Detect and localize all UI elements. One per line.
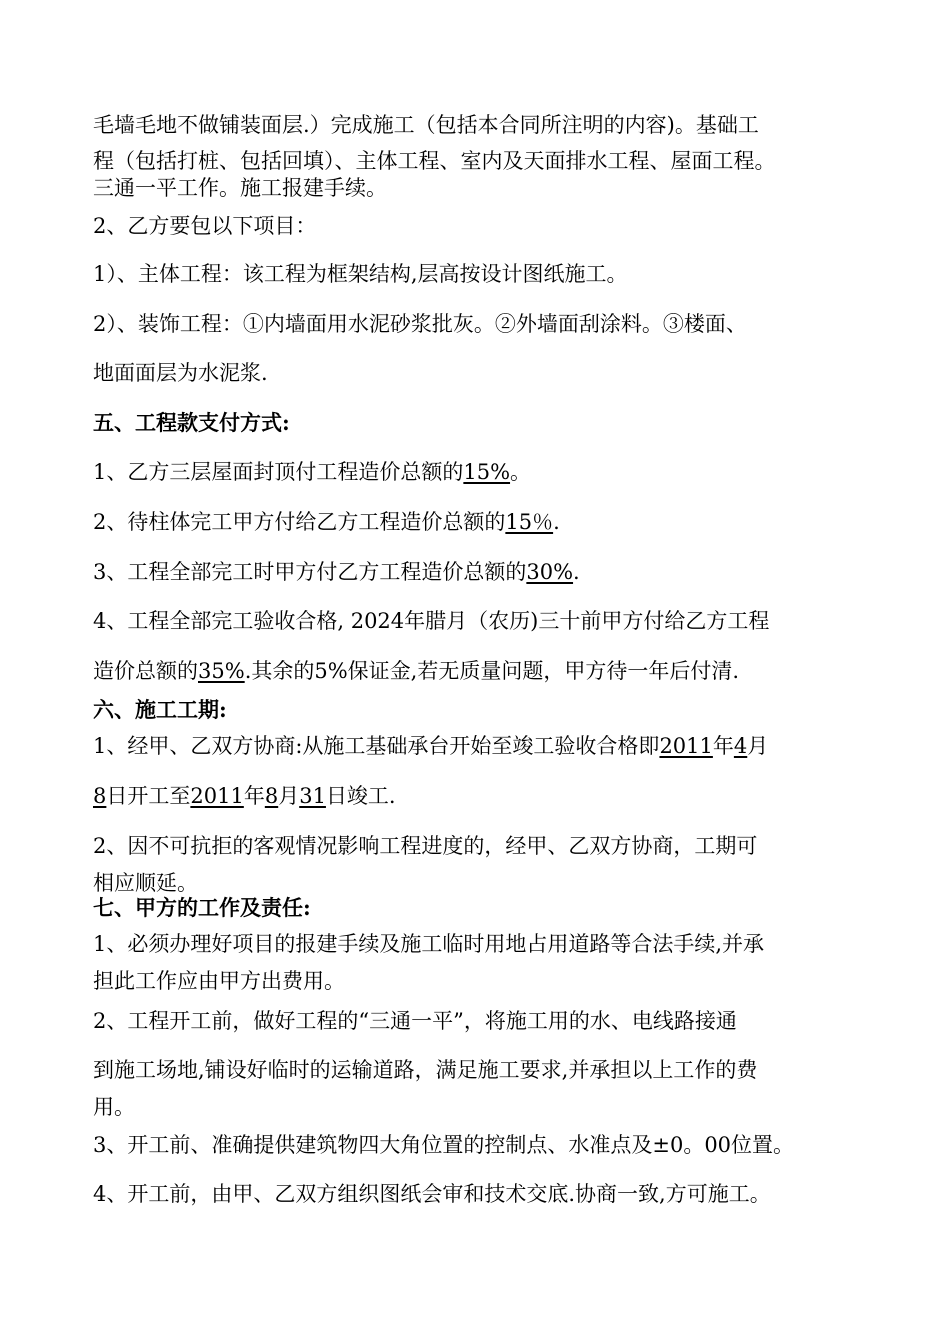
- item-text: 年: [243, 784, 265, 808]
- list-item: 用。: [93, 1095, 135, 1119]
- paragraph-line: 2、乙方要包以下项目：: [93, 214, 317, 238]
- underlined-value: 15％: [505, 510, 554, 534]
- list-item: 2、因不可抗拒的客观情况影响工程进度的，经甲、乙双方协商，工期可: [93, 834, 758, 858]
- paragraph-line: 1）、主体工程：该工程为框架结构,层高按设计图纸施工。: [93, 262, 628, 286]
- item-text: 造价总额的: [93, 659, 198, 683]
- list-item: [93, 460, 531, 485]
- paragraph-line: 地面面层为水泥浆.: [93, 361, 268, 385]
- list-item: 3、开工前、准确提供建筑物四大角位置的控制点、水准点及±0。00位置。: [93, 1133, 795, 1157]
- item-text: 月: [278, 784, 300, 808]
- item-text: .: [553, 510, 560, 534]
- underlined-value: 35%: [198, 659, 245, 683]
- underlined-value: 30%: [526, 560, 574, 584]
- underlined-value: 4: [733, 734, 748, 758]
- item-text: 2、待柱体完工甲方付给乙方工程造价总额的: [93, 510, 506, 534]
- list-item: 2、工程开工前，做好工程的“三通一平”，将施工用的水、电线路接通: [93, 1009, 737, 1033]
- list-item: [93, 510, 560, 535]
- item-text: 1、乙方三层屋面封顶付工程造价总额的: [93, 460, 464, 484]
- underlined-value: 8: [264, 784, 279, 808]
- underlined-value: 31: [299, 784, 326, 808]
- list-item: 4、工程全部完工验收合格, 2024年腊月（农历)三十前甲方付给乙方工程: [93, 609, 770, 633]
- list-item: 到施工场地,铺设好临时的运输道路，满足施工要求,并承担以上工作的费: [93, 1058, 758, 1082]
- section-heading: 六、施工工期:: [93, 697, 227, 722]
- list-item: 相应顺延。: [93, 871, 198, 895]
- item-text: 日竣工.: [325, 784, 396, 808]
- item-text: 3、工程全部完工时甲方付乙方工程造价总额的: [93, 560, 527, 584]
- list-item: 担此工作应由甲方出费用。: [93, 969, 345, 993]
- item-text: 。: [510, 460, 532, 484]
- item-text: .: [573, 560, 580, 584]
- section-heading: 五、工程款支付方式:: [93, 410, 290, 435]
- underlined-value: 2011: [190, 784, 244, 808]
- section-heading: 七、甲方的工作及责任:: [93, 895, 311, 920]
- paragraph-line: 三通一平工作。施工报建手续。: [93, 176, 387, 200]
- paragraph-line: 程（包括打桩、包括回填）、主体工程、室内及天面排水工程、屋面工程。: [93, 149, 776, 173]
- list-item: 4、开工前，由甲、乙双方组织图纸会审和技术交底.协商一致,方可施工。: [93, 1182, 771, 1206]
- paragraph-line: 毛墙毛地不做铺装面层.）完成施工（包括本合同所注明的内容)。基础工: [93, 113, 759, 137]
- item-text: 日开工至: [106, 784, 191, 808]
- underlined-value: 8: [93, 784, 107, 808]
- list-item: [93, 560, 580, 585]
- item-text: 年: [712, 734, 734, 758]
- list-item: 1、必须办理好项目的报建手续及施工临时用地占用道路等合法手续,并承: [93, 932, 765, 956]
- list-item: [93, 784, 396, 809]
- list-item: [93, 734, 768, 759]
- paragraph-line: 2）、装饰工程：①内墙面用水泥砂浆批灰。②外墙面刮涂料。③楼面、: [93, 312, 747, 336]
- underlined-value: 2011: [659, 734, 713, 758]
- item-text: 1、经甲、乙双方协商:从施工基础承台开始至竣工验收合格即: [93, 734, 660, 758]
- underlined-value: 15%: [463, 460, 511, 484]
- list-item: [93, 659, 739, 684]
- item-text: .其余的5%保证金,若无质量问题，甲方待一年后付清.: [244, 659, 740, 683]
- item-text: 月: [747, 734, 769, 758]
